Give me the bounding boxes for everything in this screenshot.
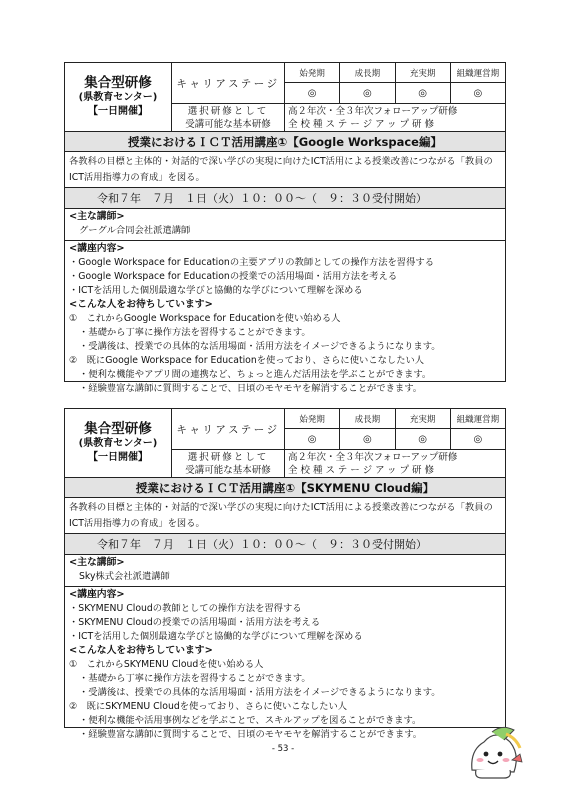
audience-note: ・基礎から丁寧に操作方法を習得することができます。 <box>79 327 311 338</box>
audience-note: ・経験豊富な講師に質問することで、日頃のモヤモヤを解消することができます。 <box>79 383 423 394</box>
target-line-1: 高２年次・全３年次フォローアップ研修 <box>288 105 458 117</box>
training-type-title: 集合型研修 <box>84 75 152 91</box>
content-item: ・ICTを活用した個別最適な学びと協働的な学びについて理解を深める <box>69 631 363 642</box>
course-date: 令和７年 ７月 １日（火）１０：００～（ ９：３０受付開始） <box>65 188 505 209</box>
stage-mark: ◎ <box>418 433 427 445</box>
audience-note: ・便利な機能やアプリ間の連携など、ちょっと進んだ活用法を学ぶことができます。 <box>79 369 432 380</box>
stage-name: 始発期 <box>285 409 339 429</box>
selectable-label <box>172 104 285 131</box>
career-stage-table <box>172 63 505 131</box>
course-title: 授業におけるＩＣＴ活用講座①【SKYMENU Cloud編】 <box>65 478 505 498</box>
course-date: 令和７年 ７月 １日（火）１０：００～（ ９：３０受付開始） <box>65 534 505 555</box>
session-type: 【一日開催】 <box>88 106 148 117</box>
selectable-line-1: 選択研修として <box>187 451 269 463</box>
stage-mark: ◎ <box>363 433 372 445</box>
selectable-line-2: 受講可能な基本研修 <box>185 464 271 476</box>
target-line-1: 高２年次・全３年次フォローアップ研修 <box>288 451 458 463</box>
audience-heading: <こんな人をお待ちしています> <box>69 299 213 310</box>
stage-management <box>451 63 505 103</box>
stage-management <box>451 409 505 449</box>
audience-item-1: ① これからGoogle Workspace for Educationを使い始める人 <box>69 313 341 324</box>
instructor-name: グーグル合同会社派遣講師 <box>79 225 191 236</box>
card-header <box>65 409 505 478</box>
audience-note: ・基礎から丁寧に操作方法を習得することができます。 <box>79 673 311 684</box>
audience-item-2: ② 既にSKYMENU Cloudを使っており、さらに使いこなしたい人 <box>69 701 348 712</box>
content-section <box>65 241 505 397</box>
selectable-label <box>172 450 285 477</box>
stage-name: 成長期 <box>340 63 394 83</box>
content-item: ・Google Workspace for Educationの授業での活用場面・活用方法を考える <box>69 271 398 282</box>
career-stage-table <box>172 409 505 477</box>
session-type: 【一日開催】 <box>88 452 148 463</box>
instructor-section <box>65 209 505 241</box>
content-item: ・Google Workspace for Educationの主要アプリの教師としての操作方法を習得する <box>69 257 434 268</box>
stage-mark: ◎ <box>307 87 317 99</box>
content-section <box>65 587 505 743</box>
course-card-google <box>64 62 506 394</box>
target-training <box>285 450 505 477</box>
training-type-title: 集合型研修 <box>84 421 152 437</box>
stage-mark: ◎ <box>473 433 483 445</box>
stage-mark: ◎ <box>473 87 483 99</box>
stage-growth <box>340 409 395 449</box>
content-item: ・SKYMENU Cloudの教師としての操作方法を習得する <box>69 603 302 614</box>
stage-name: 組織運営期 <box>451 409 505 429</box>
course-title: 授業におけるＩＣＴ活用講座①【Google Workspace編】 <box>65 132 505 152</box>
training-type-cell <box>65 409 172 477</box>
audience-heading: <こんな人をお待ちしています> <box>69 645 213 656</box>
training-type-cell <box>65 63 172 131</box>
course-purpose: 各教科の目標と主体的・対話的で深い学びの実現に向けたICT活用による授業改善につながる「教員のICT活用指導力の育成」を図る。 <box>65 498 505 534</box>
stage-mark: ◎ <box>363 87 372 99</box>
content-item: ・ICTを活用した個別最適な学びと協働的な学びについて理解を深める <box>69 285 363 296</box>
course-card-skymenu <box>64 408 506 740</box>
stage-growth <box>340 63 395 103</box>
course-purpose: 各教科の目標と主体的・対話的で深い学びの実現に向けたICT活用による授業改善につながる「教員のICT活用指導力の育成」を図る。 <box>65 152 505 188</box>
content-heading: <講座内容> <box>69 243 125 254</box>
stage-starting <box>285 409 340 449</box>
career-stage-label: キャリアステージ <box>172 409 285 449</box>
stage-name: 充実期 <box>396 63 450 83</box>
mascot-character-icon <box>462 720 524 782</box>
selectable-line-1: 選択研修として <box>187 105 269 117</box>
target-line-2: 全校種ステージアップ研修 <box>288 118 437 130</box>
stage-fulfillment <box>396 63 451 103</box>
card-header <box>65 63 505 132</box>
stage-name: 充実期 <box>396 409 450 429</box>
content-heading: <講座内容> <box>69 589 125 600</box>
page-number: - 53 - <box>271 744 295 754</box>
training-org: (県教育センター) <box>78 92 158 103</box>
instructor-name: Sky株式会社派遣講師 <box>79 571 170 582</box>
stage-name: 成長期 <box>340 409 394 429</box>
instructor-section <box>65 555 505 587</box>
target-line-2: 全校種ステージアップ研修 <box>288 464 437 476</box>
audience-note: ・経験豊富な講師に質問することで、日頃のモヤモヤを解消することができます。 <box>79 729 423 740</box>
instructor-heading: <主な講師> <box>69 557 125 568</box>
target-training <box>285 104 505 131</box>
stage-starting <box>285 63 340 103</box>
selectable-line-2: 受講可能な基本研修 <box>185 118 271 130</box>
stage-name: 組織運営期 <box>451 63 505 83</box>
stage-mark: ◎ <box>418 87 427 99</box>
training-org: (県教育センター) <box>78 438 158 449</box>
audience-item-1: ① これからSKYMENU Cloudを使い始める人 <box>69 659 264 670</box>
audience-item-2: ② 既にGoogle Workspace for Educationを使っており、さらに使いこなしたい人 <box>69 355 425 366</box>
stage-name: 始発期 <box>285 63 339 83</box>
career-stage-label: キャリアステージ <box>172 63 285 103</box>
stage-mark: ◎ <box>307 433 317 445</box>
audience-note: ・便利な機能や活用事例などを学ぶことで、スキルアップを図ることができます。 <box>79 715 422 726</box>
instructor-heading: <主な講師> <box>69 211 125 222</box>
content-item: ・SKYMENU Cloudの授業での活用場面・活用方法を考える <box>69 617 321 628</box>
audience-note: ・受講後は、授業での具体的な活用場面・活用方法をイメージできるようになります。 <box>79 341 441 352</box>
stage-fulfillment <box>396 409 451 449</box>
audience-note: ・受講後は、授業での具体的な活用場面・活用方法をイメージできるようになります。 <box>79 687 441 698</box>
